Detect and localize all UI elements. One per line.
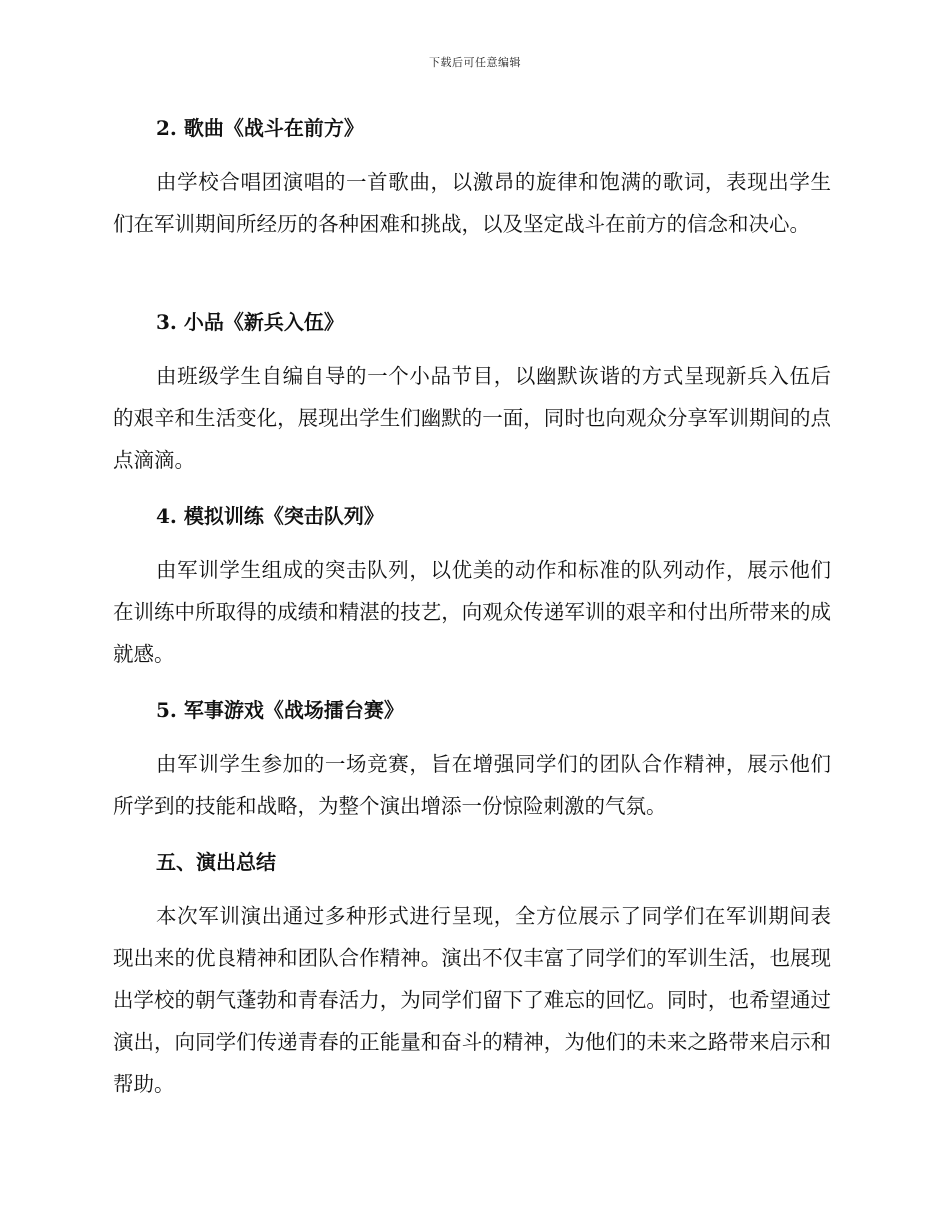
- section-body-drill: 由军训学生组成的突击队列，以优美的动作和标准的队列动作，展示他们在训练中所取得的成绩和精湛的技艺，向观众传递军训的艰辛和付出所带来的成就感。: [113, 558, 831, 666]
- section-body-game: 由军训学生参加的一场竞赛，旨在增强同学们的团队合作精神，展示他们所学到的技能和战略，为整个演出增添一份惊险刺激的气氛。: [113, 752, 831, 818]
- page-header: 下载后可任意编辑: [429, 56, 521, 69]
- section-heading-song: 2. 歌曲《战斗在前方》: [156, 116, 364, 140]
- section-body-song: 由学校合唱团演唱的一首歌曲，以激昂的旋律和饱满的歌词，表现出学生们在军训期间所经历的各种困难和挑战，以及坚定战斗在前方的信念和决心。: [113, 170, 831, 236]
- section-heading-summary: 五、演出总结: [156, 850, 276, 874]
- section-body-summary: 本次军训演出通过多种形式进行呈现，全方位展示了同学们在军训期间表现出来的优良精神和团队合作精神。演出不仅丰富了同学们的军训生活，也展现出学校的朝气蓬勃和青春活力，为同学们留下了难忘的回忆。同时，也希望通过演出，向同学们传递青春的正能量和奋斗的精神，为他们的未来之路带来启示和帮助。: [113, 904, 831, 1096]
- section-heading-drill: 4. 模拟训练《突击队列》: [156, 504, 384, 528]
- section-heading-game: 5. 军事游戏《战场擂台赛》: [156, 698, 404, 722]
- section-body-skit: 由班级学生自编自导的一个小品节目，以幽默诙谐的方式呈现新兵入伍后的艰辛和生活变化，展现出学生们幽默的一面，同时也向观众分享军训期间的点点滴滴。: [113, 364, 831, 472]
- section-heading-skit: 3. 小品《新兵入伍》: [156, 310, 344, 334]
